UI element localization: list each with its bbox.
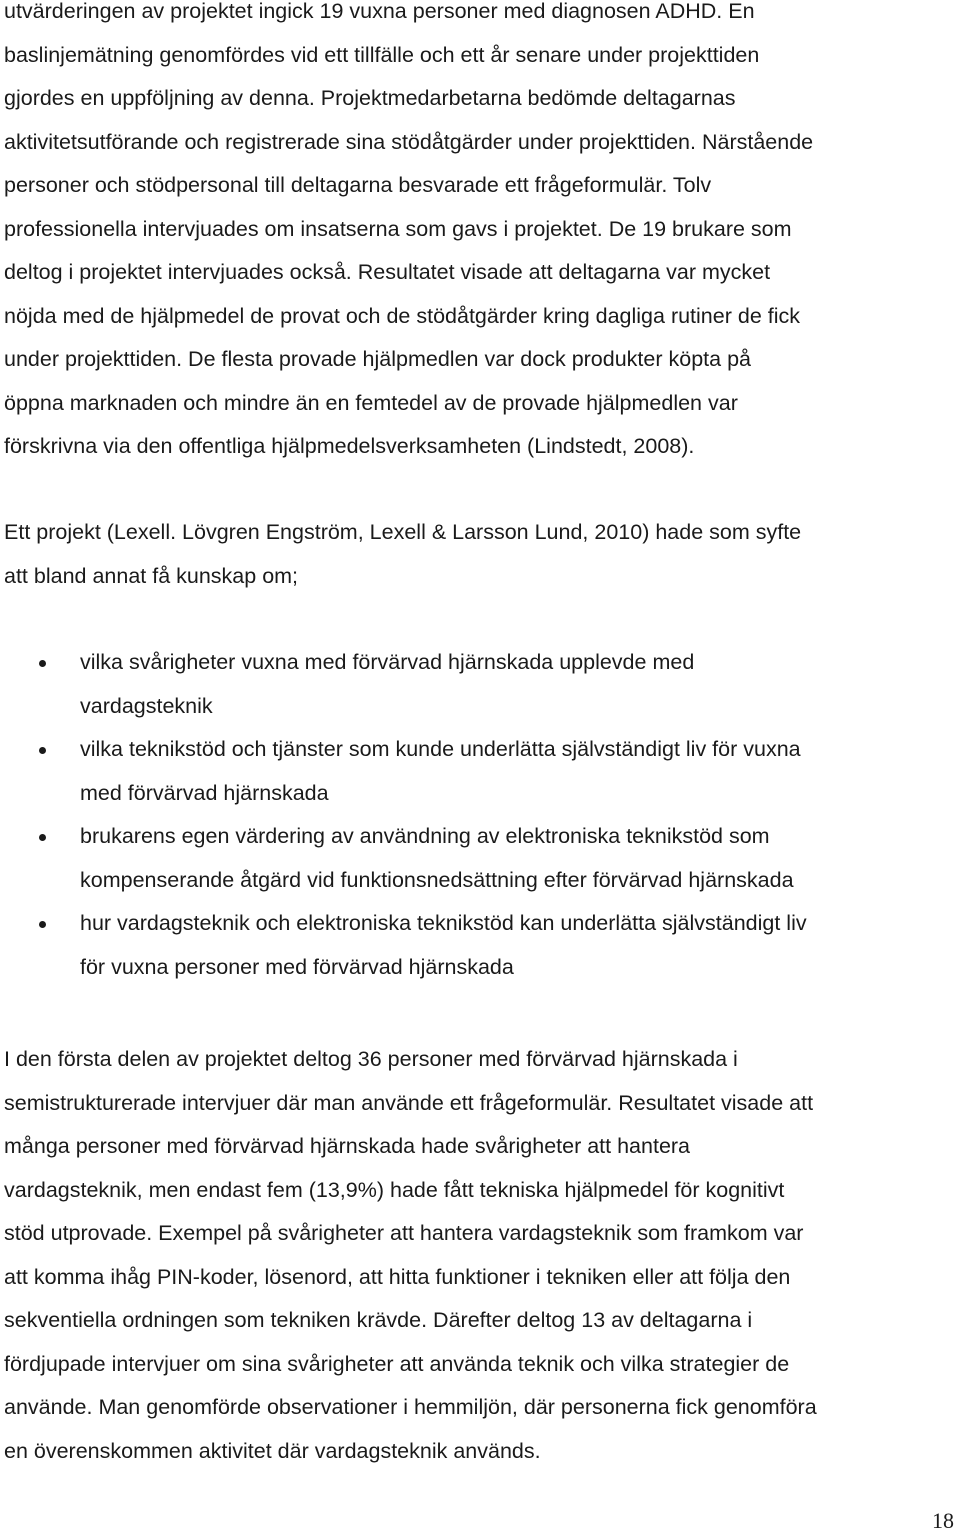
text-line: fördjupade intervjuer om sina svårigheter att använda teknik och vilka strategier de [4, 1351, 790, 1376]
text-line: vilka svårigheter vuxna med förvärvad hjärnskada upplevde med [80, 650, 695, 674]
paragraph-first-part [4, 1038, 956, 1473]
text-line: deltog i projektet intervjuades också. Resultatet visade att deltagarna var mycket [4, 260, 771, 284]
bullet-icon [39, 921, 46, 928]
text-line: att bland annat få kunskap om; [4, 563, 299, 588]
text-line: förskrivna via den offentliga hjälpmedelsverksamheten (Lindstedt, 2008). [4, 434, 695, 458]
list-item [0, 641, 960, 728]
text-line: med förvärvad hjärnskada [80, 780, 329, 805]
text-line: nöjda med de hjälpmedel de provat och de stödåtgärder kring dagliga rutiner de fick [4, 303, 800, 328]
text-line: kompenserande åtgärd vid funktionsnedsättning efter förvärvad hjärnskada [80, 867, 794, 892]
bullet-icon [39, 834, 46, 841]
text-line: under projekttiden. De flesta provade hjälpmedlen var dock produkter köpta på [4, 347, 751, 371]
paragraph-adhd-project [4, 0, 956, 469]
text-line: aktivitetsutförande och registrerade sina stödåtgärder under projekttiden. Närstående [4, 129, 814, 154]
text-line: vardagsteknik [80, 693, 213, 718]
paragraph-lexell-project [4, 511, 956, 598]
text-line: många personer med förvärvad hjärnskada hade svårigheter att hantera [4, 1134, 691, 1158]
text-line: hur vardagsteknik och elektroniska teknikstöd kan underlätta självständigt liv [80, 911, 807, 935]
page-number: 18 [932, 1508, 954, 1533]
text-line: öppna marknaden och mindre än en femtedel av de provade hjälpmedlen var [4, 390, 738, 415]
text-line: vilka teknikstöd och tjänster som kunde underlätta självständigt liv för vuxna [80, 737, 801, 761]
text-line: använde. Man genomförde observationer i hemmiljön, där personerna fick genomföra [4, 1395, 817, 1419]
text-line: I den första delen av projektet deltog 36 personer med förvärvad hjärnskada i [4, 1047, 738, 1071]
text-line: baslinjemätning genomfördes vid ett tillfälle och ett år senare under projekttiden [4, 42, 760, 67]
bullet-list [0, 641, 960, 989]
bullet-icon [39, 660, 46, 667]
list-item [0, 902, 960, 989]
text-line: Ett projekt (Lexell. Lövgren Engström, Lexell & Larsson Lund, 2010) hade som syfte [4, 520, 802, 544]
bullet-icon [39, 747, 46, 754]
text-line: vardagsteknik, men endast fem (13,9%) hade fått tekniska hjälpmedel för kognitivt [4, 1177, 785, 1202]
text-line: professionella intervjuades om insatserna som gavs i projektet. De 19 brukare som [4, 216, 792, 241]
list-item [0, 728, 960, 815]
text-line: att komma ihåg PIN-koder, lösenord, att hitta funktioner i tekniken eller att följa den [4, 1264, 791, 1289]
text-line: brukarens egen värdering av användning av elektroniska teknikstöd som [80, 824, 770, 848]
text-line: sekventiella ordningen som tekniken krävde. Därefter deltog 13 av deltagarna i [4, 1308, 753, 1332]
text-line: gjordes en uppföljning av denna. Projektmedarbetarna bedömde deltagarnas [4, 86, 736, 110]
text-line: semistrukturerade intervjuer där man använde ett frågeformulär. Resultatet visade att [4, 1090, 814, 1115]
text-line: stöd utprovade. Exempel på svårigheter att hantera vardagsteknik som framkom var [4, 1221, 804, 1245]
list-item [0, 815, 960, 902]
text-line: personer och stödpersonal till deltagarna besvarade ett frågeformulär. Tolv [4, 173, 712, 197]
text-line: för vuxna personer med förvärvad hjärnskada [80, 954, 514, 979]
text-line: en överenskommen aktivitet där vardagsteknik används. [4, 1438, 541, 1463]
text-line: utvärderingen av projektet ingick 19 vuxna personer med diagnosen ADHD. En [4, 0, 755, 23]
